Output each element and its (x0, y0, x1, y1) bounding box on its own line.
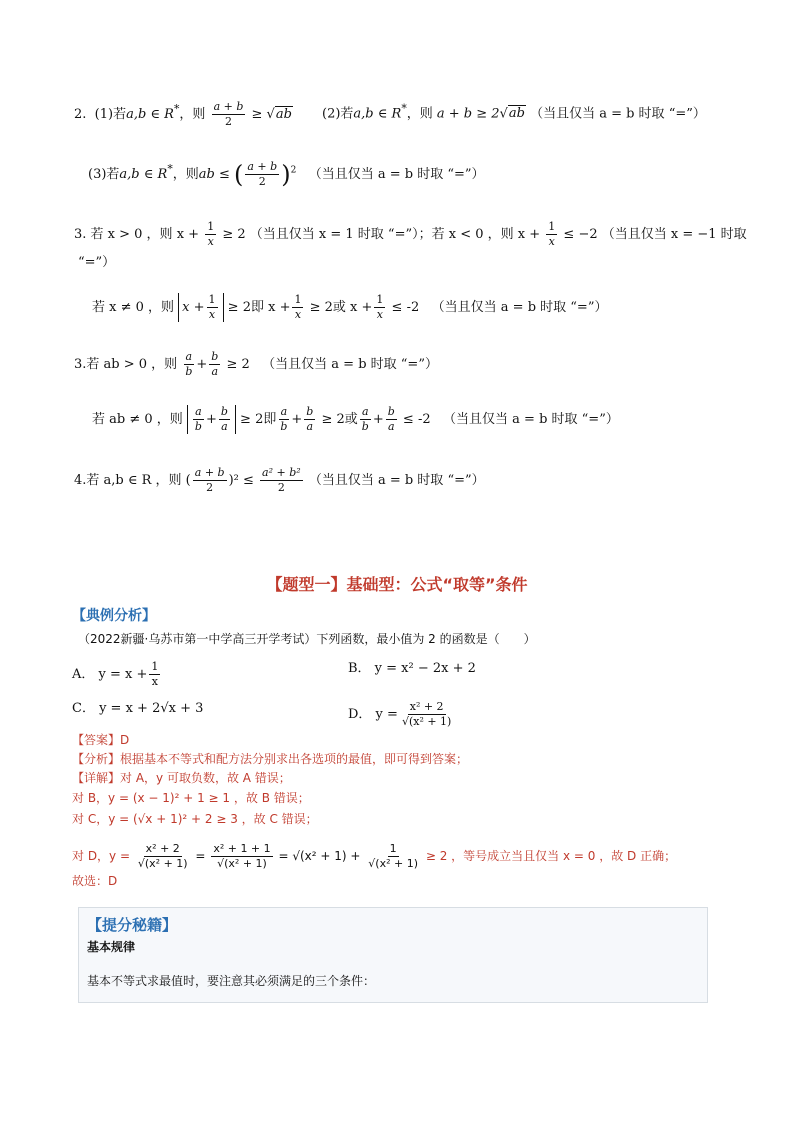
detail-d-frac1 (136, 842, 190, 871)
item3b-rest3: ≤ -2 (391, 300, 420, 315)
item3b-lead: 若 x ≠ 0 ，则 (92, 300, 175, 315)
absolute-value (178, 293, 223, 322)
fraction-a-over-b (183, 350, 194, 379)
part3-set: a,b ∈ R (119, 167, 168, 182)
part1-set: a,b ∈ R (126, 107, 174, 122)
frac-num: b (306, 405, 314, 418)
fraction-squares-over-2 (260, 466, 303, 495)
fraction-b-over-a (386, 405, 397, 434)
frac-den: a (221, 420, 228, 433)
detail-d-line (72, 842, 676, 871)
fraction-option-d (400, 700, 453, 729)
frac-num: 1 (208, 293, 216, 306)
radicand-ab: ab (508, 106, 525, 122)
frac-den: √(x² + 1) (401, 715, 452, 728)
option-a-label: A． (72, 667, 95, 682)
abs-inner: x + (182, 300, 205, 315)
item2-line1: 2. (1)若a,b ∈ R*，则 $\frac{a + b}{2}$ ≥ √ab (74, 100, 292, 128)
detail-c-line: 对 C，y = (√x + 1)² + 2 ≥ 3 ，故 C 错误； (72, 812, 318, 826)
frac-num: 1 (548, 220, 556, 233)
part1-label: (1)若 (94, 107, 127, 122)
frac-den: b (280, 420, 288, 433)
item3d-rest1: ≥ 2即 (240, 412, 277, 427)
fraction-b-over-a (209, 350, 220, 379)
detail-d-frac3 (366, 842, 420, 871)
item3a-text3: ≤ −2 （当且仅当 x = −1 时取 (563, 227, 747, 242)
frac-num: a (195, 405, 202, 418)
frac-den: b (361, 420, 369, 433)
frac-den: x (208, 308, 216, 321)
frac-num: a (362, 405, 369, 418)
frac-den: 2 (277, 481, 285, 494)
item4-line (74, 466, 485, 495)
option-b: B． y = x² − 2x + 2 (348, 661, 476, 676)
fraction-a-over-b (193, 405, 204, 434)
item3b-line (92, 293, 607, 322)
absolute-value: $\frac{a}{b}$ + $\frac{b}{a}$ (187, 405, 236, 434)
item3a-line1 (74, 220, 747, 249)
item3a-text2: ≥ 2 （当且仅当 x = 1 时取 “=”）；若 x < 0 ，则 x + (222, 227, 541, 242)
item3c-line: 3.若 ab > 0 ，则 $\frac{a}{b}$ + $\frac{b}{a}$ ≥ 2 （当且仅当 a = b 时取 “=”） (74, 350, 438, 378)
item3d-line: 若 ab ≠ 0 ，则 $\frac{a}{b}$ + $\frac{b}{a}$ ≥ 2即 $\frac{a}{b}$ + $\frac{b}{a}$ ≥ 2或 $\frac{a}{b}$ + $\frac{b}{a}$ ≤ -2 （当且仅当 a = b 时取 “=”） (92, 405, 619, 433)
fraction-1-over-x (292, 293, 303, 322)
frac-den: a (306, 420, 314, 433)
frac-den: 2 (258, 175, 266, 188)
tips-text: 基本不等式求最值时，要注意其必须满足的三个条件： (87, 974, 376, 988)
then-text: ，则 (179, 107, 206, 122)
fraction-a-plus-b-over-2 (212, 100, 246, 129)
part3-lhs: ab ≤ (198, 167, 230, 182)
detail-d-frac2 (211, 842, 272, 871)
frac-num: 1 (151, 660, 159, 673)
analysis-line: 【分析】根据基本不等式和配方法分别求出各选项的最值，即可得到答案； (72, 752, 469, 766)
frac-num: x² + 2 (145, 842, 180, 855)
option-c: C． y = x + 2√x + 3 (72, 701, 204, 716)
detail-d-eq: = (195, 849, 206, 863)
frac-num: 1 (389, 842, 397, 855)
frac-den: √(x² + 1) (368, 857, 419, 870)
frac-num: a (185, 350, 193, 363)
frac-den: √(x² + 1) (137, 857, 188, 870)
detail-d-lead: 对 D，y = (72, 849, 131, 863)
frac-num: x² + 2 (409, 700, 444, 713)
fraction-a-over-b (360, 405, 371, 434)
frac-num: b (211, 350, 219, 363)
frac-num: a + b (247, 160, 278, 173)
fraction-b-over-a (304, 405, 315, 434)
frac-num: a² + b² (262, 466, 301, 479)
frac-den: x (151, 675, 158, 688)
detail-d-tail: ≥ 2 ，等号成立当且仅当 x = 0 ，故 D 正确； (425, 849, 677, 863)
equality-note: （当且仅当 a = b 时取 “=”） (431, 300, 608, 315)
item3a-line2: “=”） (78, 255, 116, 270)
frac-den: x (294, 308, 302, 321)
frac-num: a (280, 405, 288, 418)
item2-line1-part2: (2)若a,b ∈ R*，则 a + b ≥ 2√ab （当且仅当 a = b 时取 “=”） (322, 102, 706, 122)
detail-d-eq2: = √(x² + 1) + (278, 849, 361, 863)
frac-num: a + b (213, 100, 244, 113)
frac-num: b (220, 405, 228, 418)
item4-lead: 4.若 a,b ∈ R ，则 ( (74, 473, 191, 488)
frac-den: x (376, 308, 384, 321)
example-tag: 【典例分析】 (72, 608, 156, 624)
equality-note: （当且仅当 a = b 时取 “=”） (530, 106, 706, 122)
detail-line: 【详解】对 A，y 可取负数，故 A 错误； (72, 771, 291, 785)
equality-note: （当且仅当 a = b 时取 “=”） (262, 357, 438, 372)
frac-den: a (387, 420, 395, 433)
frac-den: b (194, 420, 202, 433)
option-d-label: D． y = (348, 707, 398, 722)
frac-den: 2 (206, 481, 214, 494)
frac-num: b (387, 405, 395, 418)
frac-num: 1 (376, 293, 384, 306)
fraction-1-over-x (205, 220, 216, 249)
fraction-1-over-x (149, 660, 160, 689)
fraction-a-plus-b-over-2 (193, 466, 227, 495)
item3a-text1: 3. 若 x > 0 ，则 x + (74, 227, 200, 242)
equality-note: （当且仅当 a = b 时取 “=”） (308, 473, 485, 488)
frac-den: x (207, 235, 214, 248)
radicand-ab: ab (275, 107, 292, 122)
item4-mid: )² ≤ (228, 473, 254, 488)
fraction-b-over-a (219, 405, 230, 434)
item3c-lead: 3.若 ab > 0 ，则 (74, 357, 178, 372)
section-title: 【题型一】基础型：公式“取等”条件 (266, 575, 528, 594)
option-d (348, 700, 455, 729)
fraction-1-over-x (207, 293, 218, 322)
fraction-a-over-b (278, 405, 289, 434)
fraction-1-over-x (374, 293, 385, 322)
fraction-1-over-x (546, 220, 557, 249)
then-text: ，则 (172, 167, 199, 182)
then-text: ，则 (406, 106, 433, 122)
item-number: 2. (74, 107, 87, 122)
frac-num: 1 (207, 220, 215, 233)
equality-note: （当且仅当 a = b 时取 “=”） (443, 412, 619, 427)
part2-expr: a + b ≥ 2√ (436, 106, 508, 122)
item3d-lead: 若 ab ≠ 0 ，则 (92, 412, 183, 427)
item3d-rest2: ≥ 2或 (321, 412, 358, 427)
option-a (72, 660, 162, 689)
frac-den: x (548, 235, 555, 248)
equality-note: （当且仅当 a = b 时取 “=”） (308, 167, 485, 182)
fraction-a-plus-b-over-2 (245, 160, 279, 189)
item2-line2: (3)若a,b ∈ R*，则ab ≤ ( $\frac{a + b}{2}$ )$^2$ （当且仅当 a = b 时取 “=”） (88, 160, 485, 189)
part3-label: (3)若 (88, 167, 120, 182)
frac-den: a (211, 365, 219, 378)
conclusion-line: 故选：D (72, 874, 118, 888)
item3b-rest1: ≥ 2即 x + (227, 300, 291, 315)
frac-den: √(x² + 1) (217, 857, 267, 870)
item3b-rest2: ≥ 2或 x + (309, 300, 373, 315)
tips-header: 【提分秘籍】 (87, 916, 178, 934)
tips-box (78, 907, 708, 1003)
frac-den: 2 (224, 115, 232, 128)
square-exponent: 2 (290, 165, 297, 176)
answer-line: 【答案】D (72, 733, 130, 747)
question-stem: （2022新疆·乌苏市第一中学高三开学考试）下列函数，最小值为 2 的函数是（ ） (78, 632, 536, 646)
geq-sqrt: ≥ √ (251, 107, 275, 122)
option-a-expr: y = x + (98, 667, 148, 682)
frac-num: a + b (194, 466, 225, 479)
detail-b-line: 对 B，y = (x − 1)² + 1 ≥ 1 ，故 B 错误； (72, 791, 310, 805)
item3c-rest: ≥ 2 (226, 357, 250, 372)
frac-den: b (185, 365, 193, 378)
tips-subtitle: 基本规律 (87, 940, 136, 954)
item3d-rest3: ≤ -2 (402, 412, 431, 427)
part2-set: a,b ∈ R (353, 106, 402, 122)
part2-label: (2)若 (322, 106, 354, 122)
frac-num: x² + 1 + 1 (213, 842, 271, 855)
frac-num: 1 (294, 293, 302, 306)
